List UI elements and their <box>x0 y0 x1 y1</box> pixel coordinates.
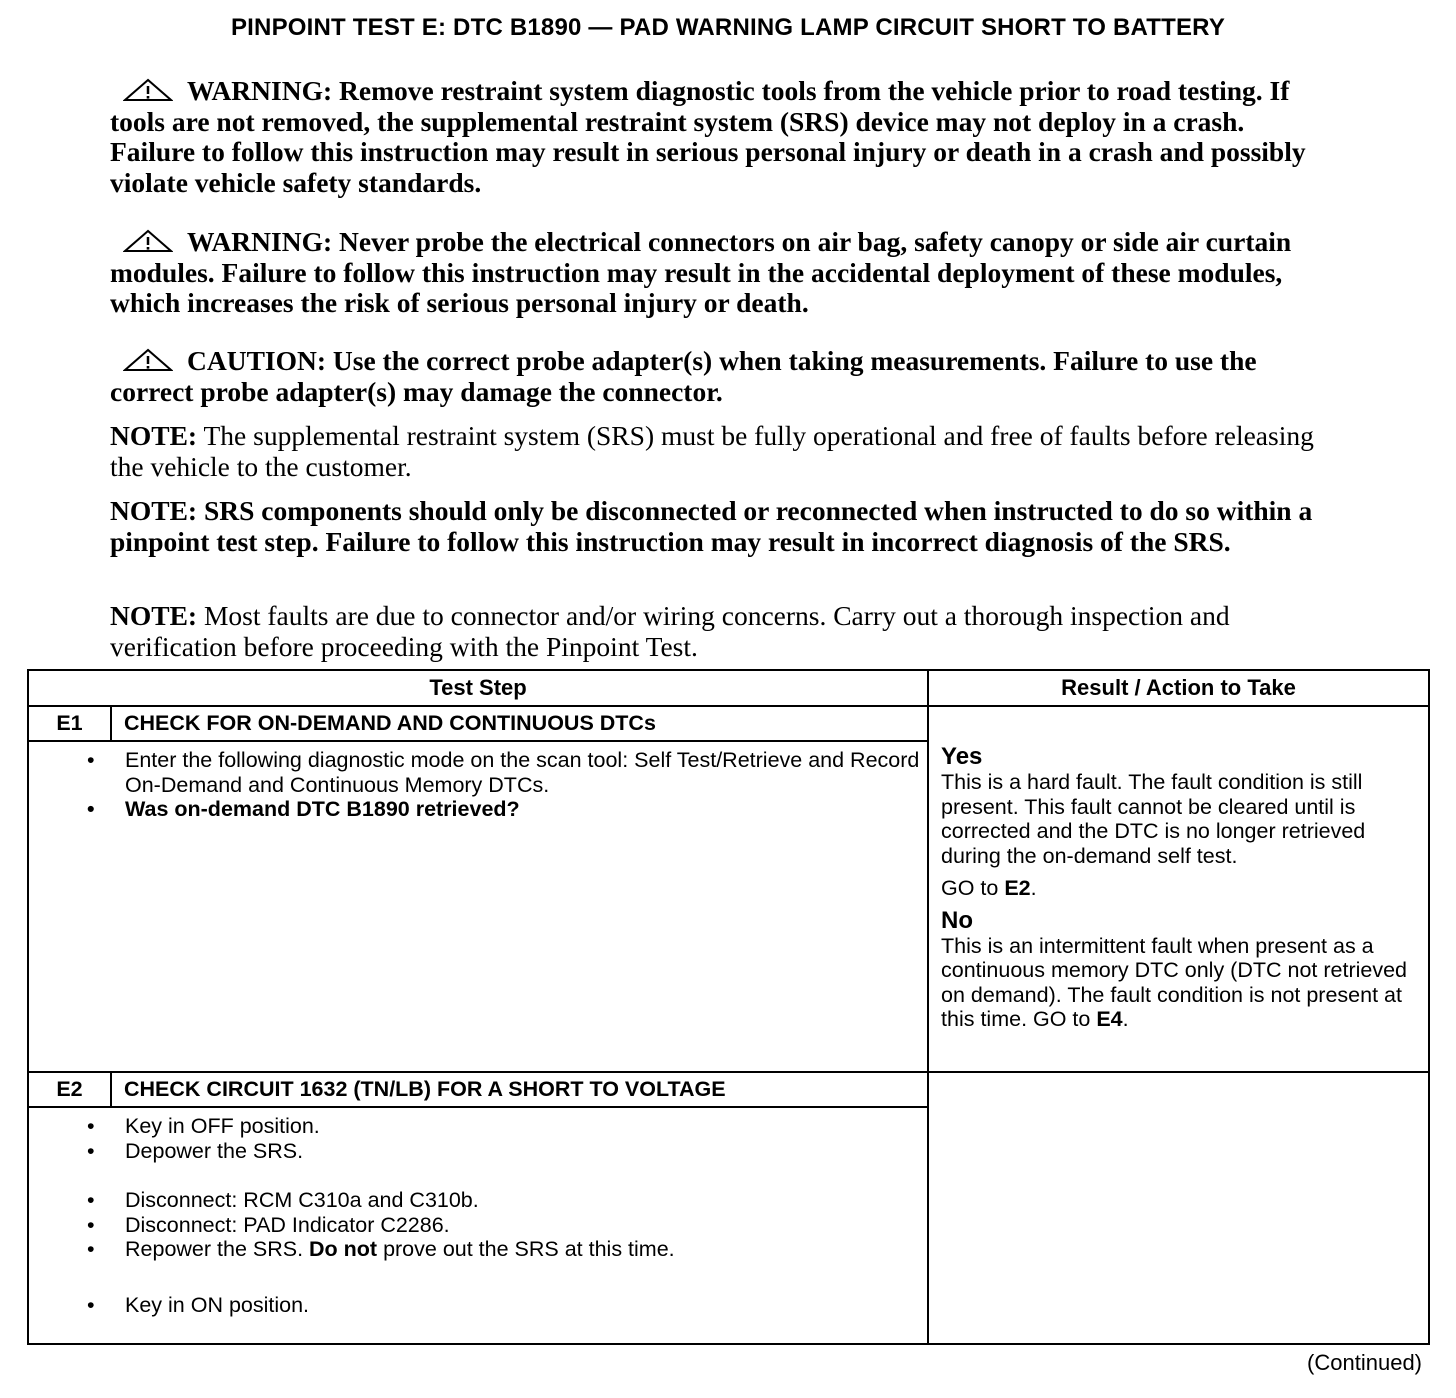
result-yes-text: This is a hard fault. The fault condition is still present. This fault cannot be cleared until is corrected and the DTC is no longer retrieved during the on-demand self test. <box>941 770 1366 868</box>
warning-triangle-icon <box>123 78 173 102</box>
note-3-label: NOTE: <box>110 600 198 631</box>
list-item: • Key in OFF position. <box>125 1114 927 1139</box>
test-step-table <box>27 669 1430 1345</box>
warning-triangle-icon <box>123 229 173 253</box>
goto-prefix: GO to <box>941 876 1005 900</box>
warning-2-text: Never probe the electrical connectors on air bag, safety canopy or side air curtain modules. Failure to follow this instruction may result in the accidental deployment of these modules, which increases the risk of serious personal injury or death. <box>110 226 1292 318</box>
result-yes-goto <box>941 876 1422 901</box>
warning-2-label: WARNING: <box>187 226 333 257</box>
list-item: • Disconnect: RCM C310a and C310b. <box>125 1188 927 1213</box>
step-e1-id: E1 <box>28 706 111 741</box>
step-e2-id: E2 <box>28 1072 111 1107</box>
list-item <box>125 1237 927 1262</box>
repower-prefix: Repower the SRS. <box>125 1237 310 1261</box>
caution-triangle-icon <box>123 348 173 372</box>
warning-2 <box>110 227 1335 319</box>
note-3 <box>110 601 1335 662</box>
note-1 <box>110 421 1335 482</box>
caution-text: Use the correct probe adapter(s) when taking measurements. Failure to use the correct probe adapter(s) may damage the connector. <box>110 345 1257 407</box>
result-no-label: No <box>941 906 974 934</box>
note-2-label: NOTE: <box>110 495 198 526</box>
no-text: This is an intermittent fault when present as a continuous memory DTC only (DTC not retrieved on demand). The fault condition is not present at this time. GO to <box>941 933 1408 1031</box>
step-e2-title-row <box>28 1072 1429 1107</box>
table-header-row <box>28 670 1429 706</box>
step-e1-result <box>928 706 1429 1072</box>
list-item: • Key in ON position. <box>125 1293 927 1318</box>
step-e2-result <box>928 1072 1429 1344</box>
page-title: PINPOINT TEST E: DTC B1890 — PAD WARNING LAMP CIRCUIT SHORT TO BATTERY <box>230 14 1226 41</box>
step-e1-title: CHECK FOR ON-DEMAND AND CONTINUOUS DTCs <box>111 706 928 741</box>
warning-1-text: Remove restraint system diagnostic tools from the vehicle prior to road testing. If tools are not removed, the supplemental restraint system (SRS) device may not deploy in a crash. Failure to follow this instruction may result in serious personal injury or death in a crash and possibly violate vehicle safety standards. <box>110 75 1306 198</box>
result-yes-label: Yes <box>941 743 983 770</box>
step-e2-actions <box>28 1107 928 1344</box>
header-test-step: Test Step <box>28 670 928 706</box>
note-2 <box>110 496 1335 557</box>
no-goto-suffix: . <box>1122 1007 1129 1031</box>
warning-1 <box>110 76 1335 198</box>
caution-label: CAUTION: <box>187 345 327 376</box>
caution <box>110 346 1335 407</box>
goto-suffix: . <box>1030 876 1037 900</box>
note-1-label: NOTE: <box>110 420 198 451</box>
header-result-action: Result / Action to Take <box>928 670 1429 706</box>
step-e1-title-row <box>28 706 1429 741</box>
continued-label: (Continued) <box>1307 1350 1422 1375</box>
step-e2-title: CHECK CIRCUIT 1632 (TN/LB) FOR A SHORT TO VOLTAGE <box>111 1072 928 1107</box>
step-e1-actions <box>28 741 928 1072</box>
list-item: • Disconnect: PAD Indicator C2286. <box>125 1213 927 1238</box>
warning-1-label: WARNING: <box>187 75 333 106</box>
goto-step-e2: E2 <box>1004 876 1031 900</box>
note-2-text: SRS components should only be disconnected or reconnected when instructed to do so within a pinpoint test step. Failure to follow this instruction may result in incorrect diagnosis of the SRS. <box>110 495 1313 557</box>
note-1-text: The supplemental restraint system (SRS) must be fully operational and free of faults before releasing the vehicle to the customer. <box>110 420 1314 482</box>
result-no-text <box>941 934 1422 1032</box>
goto-step-e4: E4 <box>1096 1007 1123 1031</box>
list-item: • Enter the following diagnostic mode on the scan tool: Self Test/Retrieve and Record On-Demand and Continuous Memory DTCs. <box>125 748 927 797</box>
note-3-text: Most faults are due to connector and/or wiring concerns. Carry out a thorough inspection and verification before proceeding with the Pinpoint Test. <box>110 600 1230 662</box>
list-item: • Depower the SRS. <box>125 1139 927 1164</box>
list-item: • Was on-demand DTC B1890 retrieved? <box>125 797 927 822</box>
repower-suffix: prove out the SRS at this time. <box>377 1237 675 1261</box>
repower-bold: Do not <box>309 1237 378 1261</box>
